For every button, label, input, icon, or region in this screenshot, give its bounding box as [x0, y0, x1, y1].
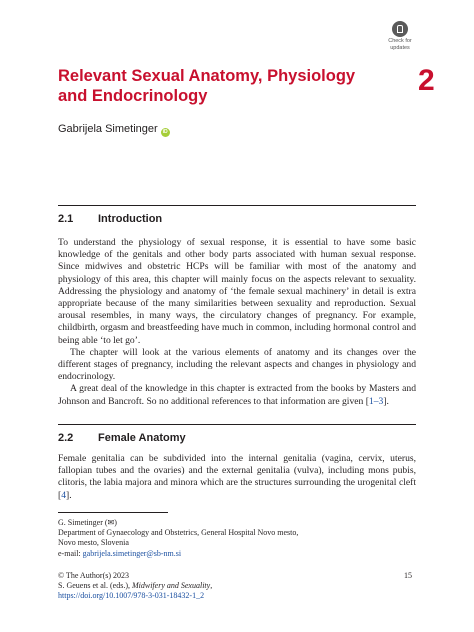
section-rule-top: [58, 205, 416, 206]
affiliation-email-line: [58, 549, 358, 559]
section-number: 2.1: [58, 213, 74, 225]
paragraph-text: ].: [383, 395, 389, 407]
affiliation-name: G. Simetinger (✉): [58, 518, 117, 527]
bookmark-icon: [392, 21, 408, 37]
book-title: Midwifery and Sexuality: [131, 581, 211, 591]
author-line: [58, 123, 170, 137]
badge-line1: Check for: [388, 38, 412, 44]
footnote-rule: [58, 512, 168, 513]
copyright-line: © The Author(s) 2023: [58, 571, 130, 580]
paragraph-text: Female genitalia can be subdivided into the internal genitalia (vagina, cervix, uterus, fallopian tubes and the ovaries) and the external genitalia (vulva), including mons pubis, clitoris, the labia majora and minora which are the structures surrounding the urogenital cleft [: [58, 453, 416, 501]
introduction-body: [58, 237, 416, 408]
page-number: 15: [404, 571, 412, 580]
citation-line: [58, 581, 358, 591]
citation-link[interactable]: 4: [61, 489, 66, 501]
doi-link[interactable]: https://doi.org/10.1007/978-3-031-18432-1_2: [58, 591, 205, 601]
doi-line: [58, 591, 358, 601]
email-link[interactable]: gabrijela.simetinger@sb-nm.si: [82, 548, 182, 558]
section-rule-top: [58, 424, 416, 425]
paragraph: The chapter will look at the various elements of anatomy and its changes over the different stages of pregnancy, including the relevant aspects and changes in physiology and endocrinology.: [58, 346, 416, 383]
orcid-icon[interactable]: iD: [162, 129, 168, 135]
citation-text: S. Geuens et al. (eds.),: [58, 581, 132, 591]
paragraph-text: A great deal of the knowledge in this chapter is extracted from the books by Masters and Johnson and Bancroft. So no additional references to that information are given [: [58, 383, 416, 407]
paragraph-text: ].: [66, 489, 72, 501]
email-label: e-mail:: [58, 548, 83, 558]
section-number: 2.2: [58, 432, 74, 444]
section-heading-female-anatomy: [58, 432, 186, 444]
author-name: Gabrijela Simetinger: [58, 123, 158, 135]
section-title: Female Anatomy: [98, 432, 186, 444]
affiliation-dept: Department of Gynaecology and Obstetrics, General Hospital Novo mesto,: [58, 528, 299, 538]
chapter-title: Relevant Sexual Anatomy, Physiology and Endocrinology: [58, 67, 356, 105]
female-anatomy-body: [58, 453, 416, 502]
paragraph: [58, 453, 416, 502]
section-title: Introduction: [98, 213, 163, 225]
author-affiliation: [58, 518, 358, 559]
badge-line2: updates: [390, 45, 410, 51]
citation-link[interactable]: 1–3: [368, 395, 384, 407]
copyright-block: [58, 571, 358, 602]
citation-text: ,: [210, 581, 213, 591]
check-for-updates-badge[interactable]: [380, 21, 420, 51]
paragraph: [58, 383, 416, 407]
paragraph: To understand the physiology of sexual response, it is essential to have some basic knowledge of the genitals and other body parts associated with human sexual response. Since midwives and obstetric HCPs will be familiar with most of the anatomy and physiology of this area, this chapter will mainly focus on the aspects relevant to sexuality. Addressing the physiology and anatomy of ‘the female sexual machinery’ in detail is extra appropriate because of the many similarities between sexuality and reproduction. Sexual arousal resembles, in many ways, the circulatory changes of pregnancy. For example, childbirth, orgasm and breastfeeding have much in common, including hormonal control and being able ‘to let go’.: [58, 237, 416, 346]
chapter-number: 2: [418, 64, 435, 97]
affiliation-city: Novo mesto, Slovenia: [58, 538, 129, 548]
section-heading-introduction: [58, 213, 162, 225]
